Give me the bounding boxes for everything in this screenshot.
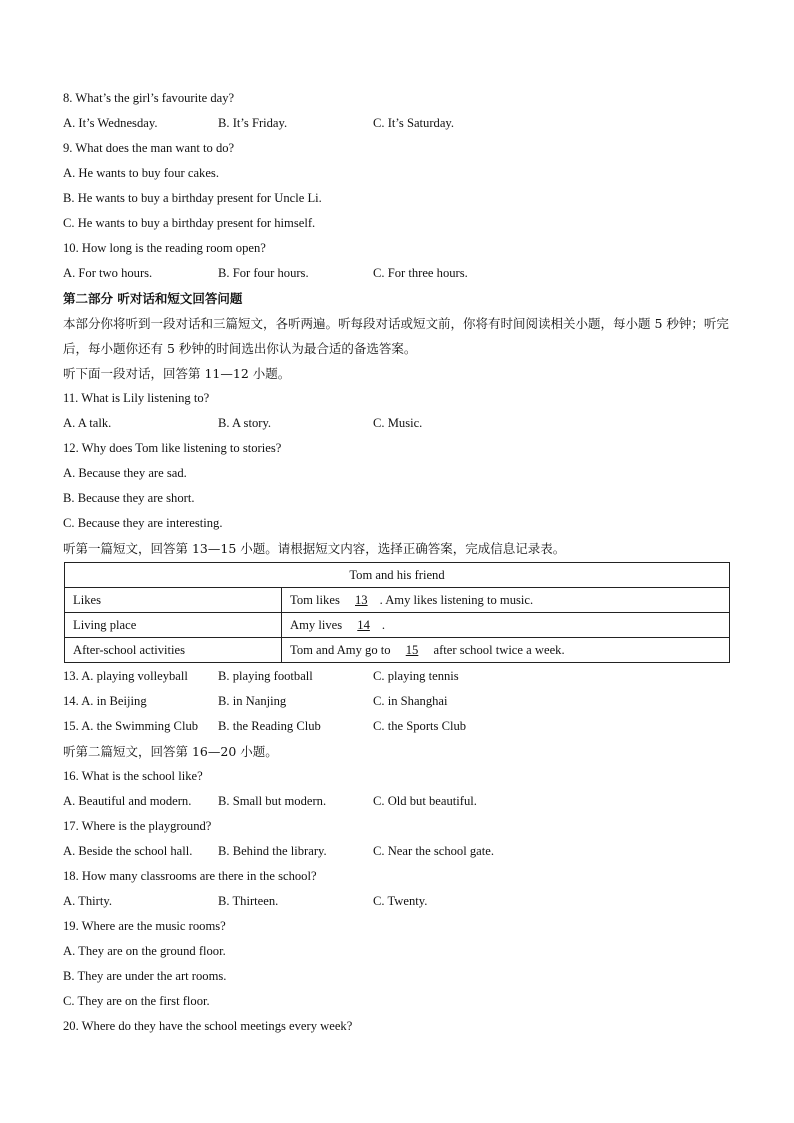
option-c: C. They are on the first floor. xyxy=(63,994,210,1008)
option-a: A. A talk. xyxy=(63,416,112,430)
option-a: A. He wants to buy four cakes. xyxy=(63,166,219,180)
question-8-options xyxy=(63,111,731,136)
option-b: B. They are under the art rooms. xyxy=(63,969,227,983)
question-13-options xyxy=(63,664,731,689)
part-2-heading: 第二部分 听对话和短文回答问题 xyxy=(63,291,243,306)
question-9: 9. What does the man want to do? xyxy=(63,141,235,155)
row-text-pre: Amy lives xyxy=(290,617,343,632)
option-b: B. Behind the library. xyxy=(218,844,327,858)
table-row xyxy=(65,613,730,638)
dialog-instruction: 听下面一段对话，回答第 11—12 小题。 xyxy=(63,366,291,381)
option-b: B. in Nanjing xyxy=(218,694,287,708)
row-label: Living place xyxy=(65,613,282,638)
option-c: C. Old but beautiful. xyxy=(373,794,477,808)
option-a: A. For two hours. xyxy=(63,266,153,280)
option-a: A. Because they are sad. xyxy=(63,466,187,480)
row-label: Likes xyxy=(65,588,282,613)
option-a: A. Thirty. xyxy=(63,894,112,908)
option-a: A. Beautiful and modern. xyxy=(63,794,192,808)
row-text-pre: Tom and Amy go to xyxy=(290,642,391,657)
option-c: C. Music. xyxy=(373,416,423,430)
option-c: C. playing tennis xyxy=(373,669,459,683)
table-row xyxy=(65,638,730,663)
row-value xyxy=(282,638,730,663)
question-11: 11. What is Lily listening to? xyxy=(63,391,210,405)
option-c: C. Because they are interesting. xyxy=(63,516,223,530)
question-10: 10. How long is the reading room open? xyxy=(63,241,266,255)
option-c: C. in Shanghai xyxy=(373,694,448,708)
question-17: 17. Where is the playground? xyxy=(63,819,212,833)
option-b: B. It’s Friday. xyxy=(218,116,288,130)
table-caption: Tom and his friend xyxy=(65,563,730,588)
option-c: C. He wants to buy a birthday present for himself. xyxy=(63,216,316,230)
row-text-post: after school twice a week. xyxy=(430,642,565,657)
option-c: C. the Sports Club xyxy=(373,719,467,733)
answer-blank[interactable]: 14 xyxy=(357,617,370,632)
option-b: B. For four hours. xyxy=(218,266,309,280)
question-15-options xyxy=(63,714,731,739)
answer-blank[interactable]: 15 xyxy=(405,642,419,657)
option-b: B. He wants to buy a birthday present for Uncle Li. xyxy=(63,191,322,205)
question-20: 20. Where do they have the school meetings every week? xyxy=(63,1019,353,1033)
passage-2-instruction: 听第二篇短文，回答第 16—20 小题。 xyxy=(63,744,278,759)
row-text-post: . xyxy=(381,617,386,632)
row-value xyxy=(282,588,730,613)
info-record-table xyxy=(64,562,730,663)
row-label: After-school activities xyxy=(65,638,282,663)
question-19: 19. Where are the music rooms? xyxy=(63,919,226,933)
part-2-intro: 本部分你将听到一段对话和三篇短文，各听两遍。听每段对话或短文前，你将有时间阅读相关小题，每小题 5 秒钟；听完后，每小题你还有 5 秒钟的时间选出你认为最合适的备选答案。 xyxy=(63,316,729,356)
question-14-options xyxy=(63,689,731,714)
option-b: B. A story. xyxy=(218,416,272,430)
question-8: 8. What’s the girl’s favourite day? xyxy=(63,91,235,105)
option-a: 13. A. playing volleyball xyxy=(63,669,188,683)
answer-blank[interactable]: 13 xyxy=(355,592,368,607)
option-a: 15. A. the Swimming Club xyxy=(63,719,199,733)
option-a: A. They are on the ground floor. xyxy=(63,944,226,958)
option-c: C. Near the school gate. xyxy=(373,844,494,858)
row-value xyxy=(282,613,730,638)
option-a: A. It’s Wednesday. xyxy=(63,116,158,130)
question-16-options xyxy=(63,789,731,814)
question-16: 16. What is the school like? xyxy=(63,769,203,783)
option-b: B. Small but modern. xyxy=(218,794,327,808)
option-a: 14. A. in Beijing xyxy=(63,694,147,708)
question-10-options xyxy=(63,261,731,286)
option-a: A. Beside the school hall. xyxy=(63,844,193,858)
passage-1-instruction: 听第一篇短文，回答第 13—15 小题。请根据短文内容，选择正确答案，完成信息记录表。 xyxy=(63,541,566,556)
question-17-options xyxy=(63,839,731,864)
question-18-options xyxy=(63,889,731,914)
table-row xyxy=(65,588,730,613)
question-12: 12. Why does Tom like listening to stories? xyxy=(63,441,282,455)
question-18: 18. How many classrooms are there in the school? xyxy=(63,869,317,883)
option-c: C. For three hours. xyxy=(373,266,468,280)
row-text-post: . Amy likes listening to music. xyxy=(379,592,534,607)
option-b: B. Because they are short. xyxy=(63,491,195,505)
exam-page xyxy=(63,86,731,1039)
option-b: B. the Reading Club xyxy=(218,719,321,733)
row-text-pre: Tom likes xyxy=(290,592,340,607)
option-c: C. Twenty. xyxy=(373,894,428,908)
option-c: C. It’s Saturday. xyxy=(373,116,455,130)
option-b: B. Thirteen. xyxy=(218,894,279,908)
option-b: B. playing football xyxy=(218,669,313,683)
question-11-options xyxy=(63,411,731,436)
